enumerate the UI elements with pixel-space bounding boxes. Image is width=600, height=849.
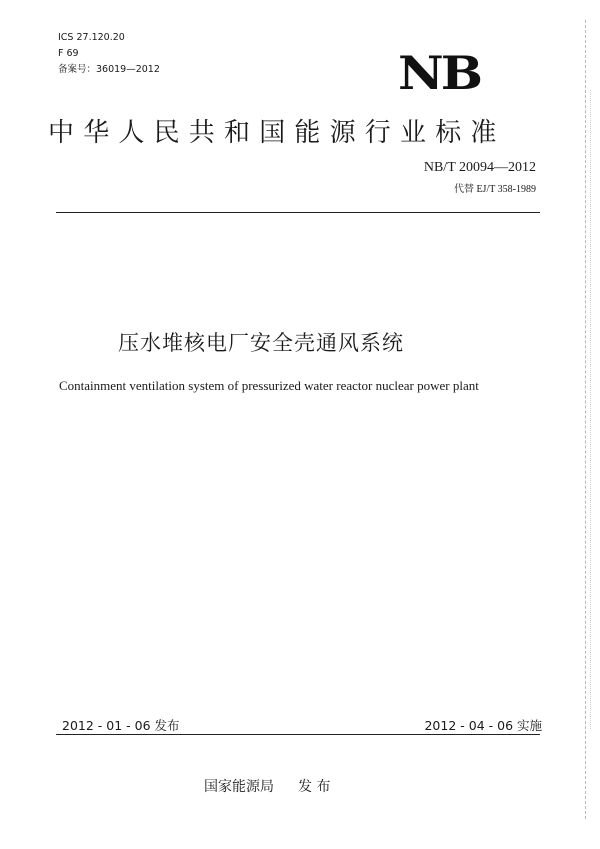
replaces-standard: 代替 EJ/T 358-1989 — [453, 184, 536, 195]
nb-logo: NB — [398, 46, 480, 101]
issuer-line — [204, 776, 330, 796]
issue-date: 2012 - 01 - 06 发布 — [62, 718, 180, 733]
organization-title: 中华人民共和国能源行业标准 — [48, 118, 506, 148]
scan-edge-line — [585, 20, 586, 819]
ccs-code: F 69 — [58, 48, 79, 59]
footer-divider — [56, 734, 540, 735]
classification-block — [58, 30, 160, 78]
document-title-english: Containment ventilation system of pressurized water reactor nuclear power plant — [59, 378, 479, 393]
scan-edge-line-inner — [590, 90, 591, 729]
implementation-date: 2012 - 04 - 06 实施 — [424, 718, 542, 733]
document-title-chinese: 压水堆核电厂安全壳通风系统 — [118, 331, 404, 355]
filing-number: 备案号：36019—2012 — [58, 64, 160, 75]
ics-code: ICS 27.120.20 — [58, 32, 125, 43]
standard-number: NB/T 20094—2012 — [423, 160, 536, 175]
header-divider — [56, 212, 540, 213]
issuer-action: 发 布 — [298, 779, 331, 795]
issuer-name: 国家能源局 — [204, 779, 274, 795]
